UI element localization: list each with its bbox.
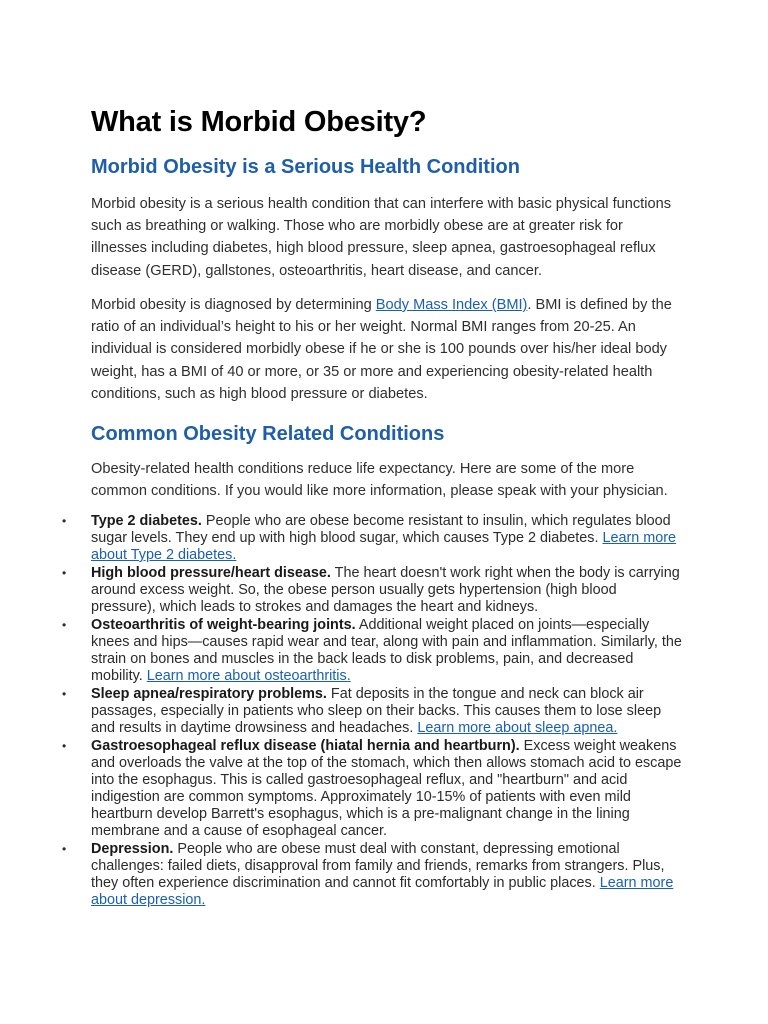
paragraph-conditions-intro: Obesity-related health conditions reduce life expectancy. Here are some of the more common conditions. If you would like more information, please speak with your physician. xyxy=(91,461,668,500)
page-title: What is Morbid Obesity? xyxy=(91,106,427,138)
condition-description: People who are obese must deal with constant, depressing emotional challenges: failed diets, disapproval from family and friends, remarks from strangers. Plus, they often experience discrimination and cannot fit comfortably in public places. xyxy=(91,841,665,891)
paragraph-bmi xyxy=(91,294,681,405)
list-item xyxy=(62,841,682,909)
condition-term: Type 2 diabetes. xyxy=(91,513,202,529)
list-item xyxy=(62,513,682,564)
condition-description: People who are obese become resistant to insulin, which regulates blood sugar levels. They end up with high blood sugar, which causes Type 2 diabetes. xyxy=(91,513,671,546)
learn-more-link[interactable]: Learn more about sleep apnea. xyxy=(417,720,618,736)
section-heading-common-conditions: Common Obesity Related Conditions xyxy=(91,423,445,445)
condition-description: Excess weight weakens and overloads the valve at the top of the stomach, which then allows stomach acid to escape into the esophagus. This is called gastroesophageal reflux, and "heartburn" and acid indigestion are common symptoms. Approximately 10-15% of patients with even mild heartburn develop Barrett's esophagus, which is a pre-malignant change in the lining membrane and a cause of esophageal cancer. xyxy=(91,738,682,839)
bullet-icon: • xyxy=(62,739,67,753)
list-item xyxy=(62,565,682,616)
condition-term: Osteoarthritis of weight-bearing joints. xyxy=(91,617,356,633)
conditions-list xyxy=(62,513,682,910)
condition-term: Sleep apnea/respiratory problems. xyxy=(91,686,327,702)
section-heading-serious-condition: Morbid Obesity is a Serious Health Condition xyxy=(91,156,520,178)
bullet-icon: • xyxy=(62,514,67,528)
bullet-icon: • xyxy=(62,842,67,856)
learn-more-link[interactable]: Learn more about depression. xyxy=(91,875,674,908)
bullet-icon: • xyxy=(62,618,67,632)
condition-term: Depression. xyxy=(91,841,174,857)
condition-description: The heart doesn't work right when the body is carrying around excess weight. So, the obese person usually gets hypertension (high blood pressure), which leads to strokes and damages the heart and kidneys. xyxy=(91,565,680,615)
condition-term: Gastroesophageal reflux disease (hiatal hernia and heartburn). xyxy=(91,738,520,754)
list-item xyxy=(62,738,682,840)
paragraph-bmi-text-start: Morbid obesity is diagnosed by determining xyxy=(91,297,376,313)
condition-description: Additional weight placed on joints—especially knees and hips—causes rapid wear and tear, along with pain and inflammation. Similarly, the strain on bones and muscles in the back leads to disk problems, pain, and decreased mobility. xyxy=(91,617,682,684)
bullet-icon: • xyxy=(62,687,67,701)
condition-description: Fat deposits in the tongue and neck can block air passages, especially in patients who sleep on their backs. This causes them to lose sleep and results in daytime drowsiness and headaches. xyxy=(91,686,662,736)
learn-more-link[interactable]: Learn more about osteoarthritis. xyxy=(146,668,351,684)
condition-term: High blood pressure/heart disease. xyxy=(91,565,331,581)
paragraph-bmi-text-end: . BMI is defined by the ratio of an individual’s height to his or her weight. Normal BMI ranges from 20-25. An individual is considered morbidly obese if he or she is 100 pounds over his/her ideal body weight, has a BMI of 40 or more, or 35 or more and experiencing obesity-related health conditions, such as high blood pressure or diabetes. xyxy=(91,297,672,402)
list-item xyxy=(62,686,682,737)
bmi-link[interactable]: Body Mass Index (BMI) xyxy=(375,297,528,313)
learn-more-link[interactable]: Learn more about Type 2 diabetes. xyxy=(91,530,677,563)
list-item xyxy=(62,617,682,685)
paragraph-overview: Morbid obesity is a serious health condition that can interfere with basic physical functions such as breathing or walking. Those who are morbidly obese are at greater risk for illnesses including diabetes, high blood pressure, sleep apnea, gastroesophageal reflux disease (GERD), gallstones, osteoarthritis, heart disease, and cancer. xyxy=(91,196,672,279)
bullet-icon: • xyxy=(62,566,67,580)
